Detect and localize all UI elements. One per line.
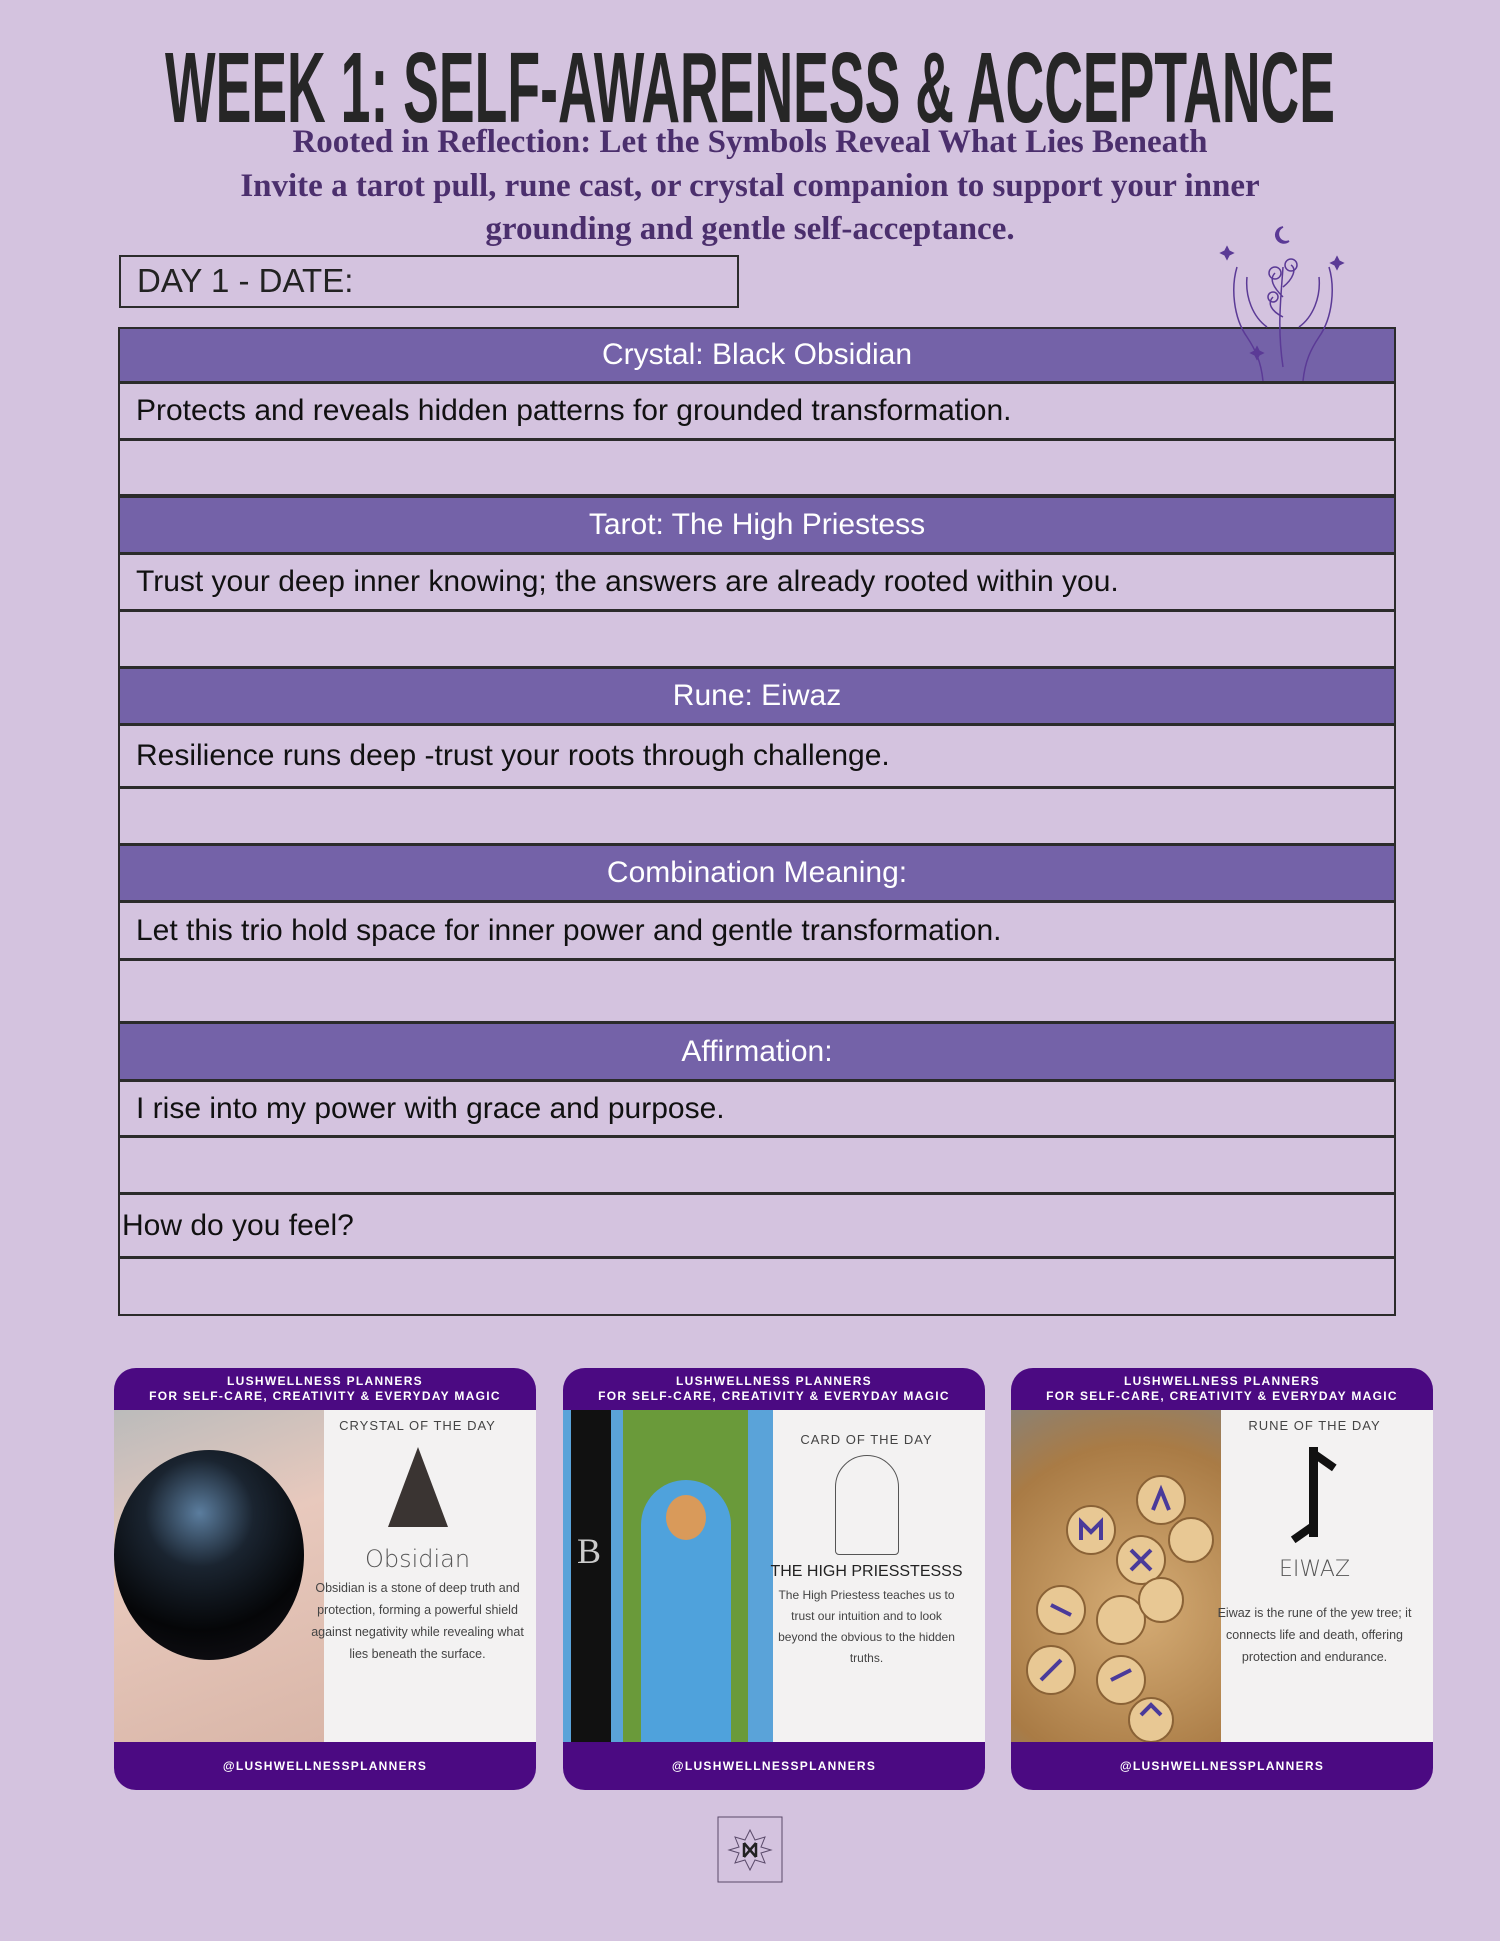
combination-header: Combination Meaning: bbox=[118, 844, 1396, 902]
tarot-notes-field[interactable] bbox=[118, 610, 1396, 668]
rune-notes-field[interactable] bbox=[118, 787, 1396, 845]
page-title bbox=[165, 40, 1335, 125]
page-title-text: WEEK 1: SELF-AWARENESS & ACCEPTANCE bbox=[165, 40, 1335, 125]
card-handle: @LUSHWELLNESSPLANNERS bbox=[222, 1759, 428, 1773]
crystal-header: Crystal: Black Obsidian bbox=[118, 327, 1396, 383]
card-brand: LUSHWELLNESS PLANNERS FOR SELF-CARE, CREATIVITY & EVERYDAY MAGIC bbox=[149, 1374, 501, 1403]
affirmation-notes-field[interactable] bbox=[118, 1136, 1396, 1194]
crystal-of-the-day-card: LUSHWELLNESS PLANNERS FOR SELF-CARE, CREATIVITY & EVERYDAY MAGIC CRYSTAL OF THE DAY Obsidian Obsidian is a stone of deep truth and protection, forming a powerful shield against negativity while revealing what lies beneath the surface. @LUSHWELLNESSPLANNERS bbox=[114, 1368, 536, 1790]
feel-prompt: How do you feel? bbox=[118, 1193, 1396, 1258]
date-field[interactable] bbox=[119, 255, 739, 308]
feel-notes-field[interactable] bbox=[118, 1257, 1396, 1316]
affirmation-text: I rise into my power with grace and purpose. bbox=[118, 1080, 1396, 1137]
card-of-the-day-card: LUSHWELLNESS PLANNERS FOR SELF-CARE, CREATIVITY & EVERYDAY MAGIC B CARD OF THE DAY THE HIGH PRIESSTESSS The High Priestess teaches us to trust our intuition and to look beyond the obvious to the hidden truths. @LUSHWELLNESSPLANNERS bbox=[563, 1368, 985, 1790]
affirmation-header: Affirmation: bbox=[118, 1022, 1396, 1081]
date-label: DAY 1 - DATE: bbox=[137, 262, 354, 299]
combination-meaning: Let this trio hold space for inner power and gentle transformation. bbox=[118, 901, 1396, 960]
hands-moon-flower-icon bbox=[1217, 217, 1349, 381]
card-handle: @LUSHWELLNESSPLANNERS bbox=[1119, 1759, 1325, 1773]
obsidian-sphere-image bbox=[114, 1410, 324, 1742]
rune-meaning: Resilience runs deep -trust your roots through challenge. bbox=[118, 724, 1396, 788]
priestess-line-drawing bbox=[835, 1455, 899, 1555]
tarot-meaning: Trust your deep inner knowing; the answers are already rooted within you. bbox=[118, 553, 1396, 611]
intro-line-2: grounding and gentle self-acceptance. bbox=[485, 211, 1015, 247]
combination-notes-field[interactable] bbox=[118, 959, 1396, 1023]
tarot-header: Tarot: The High Priestess bbox=[118, 496, 1396, 554]
crystal-meaning: Protects and reveals hidden patterns for grounded transformation. bbox=[118, 382, 1396, 440]
card-brand: LUSHWELLNESS PLANNERS FOR SELF-CARE, CREATIVITY & EVERYDAY MAGIC bbox=[598, 1374, 950, 1403]
card-brand: LUSHWELLNESS PLANNERS FOR SELF-CARE, CREATIVITY & EVERYDAY MAGIC bbox=[1046, 1374, 1398, 1403]
high-priestess-tarot-image: B bbox=[563, 1410, 773, 1742]
subtitle: Rooted in Reflection: Let the Symbols Reveal What Lies Beneath bbox=[292, 124, 1208, 160]
eiwaz-rune-icon bbox=[1295, 1447, 1335, 1537]
card-handle: @LUSHWELLNESSPLANNERS bbox=[671, 1759, 877, 1773]
arrowhead-icon bbox=[388, 1447, 448, 1527]
logo-rune-card-icon bbox=[715, 1815, 785, 1884]
intro-line-1: Invite a tarot pull, rune cast, or crystal companion to support your inner bbox=[240, 168, 1260, 204]
crystal-notes-field[interactable] bbox=[118, 439, 1396, 496]
rune-stones-image bbox=[1011, 1410, 1221, 1742]
rune-header: Rune: Eiwaz bbox=[118, 667, 1396, 725]
rune-of-the-day-card: LUSHWELLNESS PLANNERS FOR SELF-CARE, CREATIVITY & EVERYDAY MAGIC RUNE OF THE DAY EIWAZ Eiwaz is the rune of the yew tree; it connects life and death, offering protection and endurance. @LUSHWELLNESSPLANNERS bbox=[1011, 1368, 1433, 1790]
